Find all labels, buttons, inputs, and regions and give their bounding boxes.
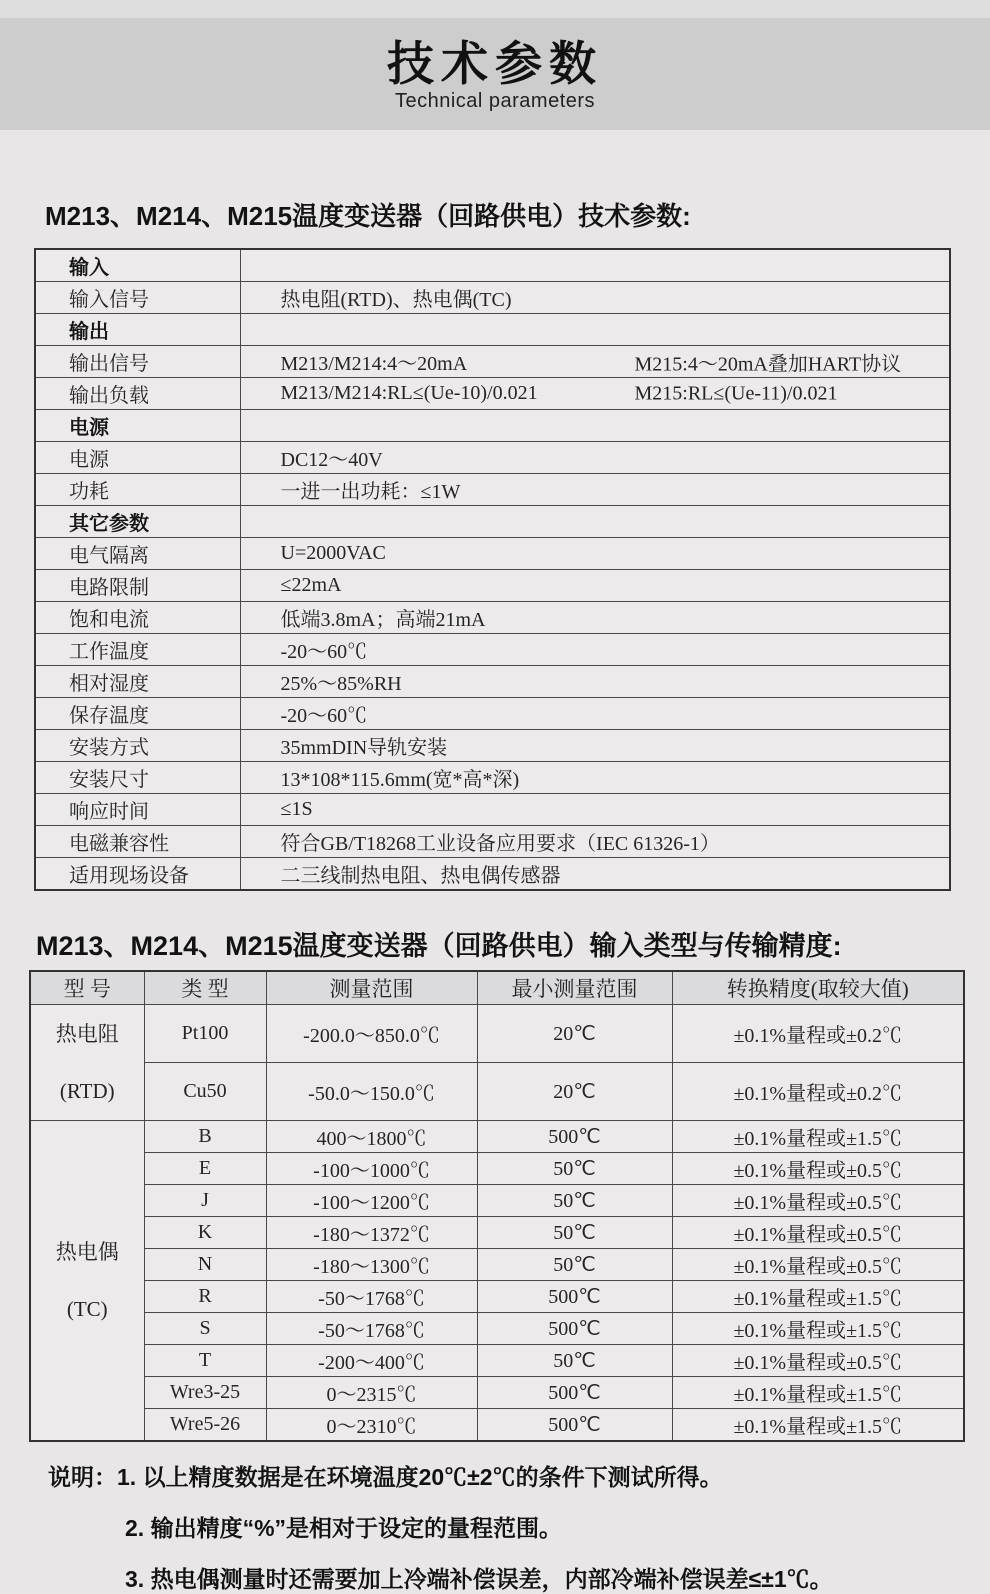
range-table-header-cell: 转换精度(取较大值) (672, 971, 964, 1005)
sensor-group-name: 热电偶 (55, 1240, 119, 1265)
min-range-cell: 500℃ (477, 1409, 672, 1442)
spec-row-value (240, 474, 950, 506)
note-line-1: 说明：1. 以上精度数据是在环境温度20℃±2℃的条件下测试所得。 (48, 1464, 723, 1491)
sensor-type-cell: K (144, 1217, 266, 1249)
spec-row (35, 794, 950, 826)
spec-row-label: 其它参数 (35, 506, 240, 538)
sensor-type-cell: T (144, 1345, 266, 1377)
sensor-type-cell: B (144, 1121, 266, 1153)
page-subtitle: Technical parameters (394, 90, 596, 113)
accuracy-cell: ±0.1%量程或±0.5℃ (672, 1153, 964, 1185)
measure-range-cell: 0～2315℃ (266, 1377, 477, 1409)
spec-row-value (240, 538, 950, 570)
sensor-type-cell: E (144, 1153, 266, 1185)
accuracy-cell: ±0.1%量程或±0.5℃ (672, 1249, 964, 1281)
measure-range-cell: -100～1200℃ (266, 1185, 477, 1217)
spec-value-part-1: U=2000VAC (280, 542, 386, 564)
spec-value-part-1: 低端3.8mA；高端21mA (280, 609, 486, 631)
spec-row (35, 858, 950, 891)
spec-table (34, 248, 951, 891)
spec-row-value (240, 282, 950, 314)
spec-row-value (240, 249, 950, 282)
spec-row (35, 538, 950, 570)
spec-row-value (240, 442, 950, 474)
measure-range-cell: -50～1768℃ (266, 1281, 477, 1313)
accuracy-cell: ±0.1%量程或±0.5℃ (672, 1345, 964, 1377)
accuracy-cell: ±0.1%量程或±1.5℃ (672, 1121, 964, 1153)
accuracy-cell: ±0.1%量程或±0.2℃ (672, 1063, 964, 1121)
spec-value-part-1: 符合GB/T18268工业设备应用要求（IEC 61326-1） (280, 833, 720, 855)
sensor-type-cell: R (144, 1281, 266, 1313)
min-range-cell: 20℃ (477, 1005, 672, 1063)
measure-range-cell: -50～1768℃ (266, 1313, 477, 1345)
spec-row-label: 工作温度 (35, 634, 240, 666)
range-table-row (30, 1121, 964, 1153)
top-strip (0, 0, 990, 18)
spec-row-label: 适用现场设备 (35, 858, 240, 891)
range-table-header-cell: 测量范围 (266, 971, 477, 1005)
range-table-body (30, 1005, 964, 1442)
spec-value-part-1: -20～60℃ (280, 705, 368, 727)
accuracy-cell: ±0.1%量程或±1.5℃ (672, 1377, 964, 1409)
spec-row (35, 570, 950, 602)
spec-value-part-1: ≤22mA (280, 574, 342, 596)
spec-value-part-1: 热电阻(RTD)、热电偶(TC) (280, 289, 512, 311)
measure-range-cell: -200.0～850.0℃ (266, 1005, 477, 1063)
range-table-row (30, 1153, 964, 1185)
measure-range-cell: -180～1300℃ (266, 1249, 477, 1281)
spec-value-part-1: M213/M214:4～20mA (280, 353, 468, 375)
accuracy-cell: ±0.1%量程或±1.5℃ (672, 1313, 964, 1345)
spec-row (35, 378, 950, 410)
spec-row (35, 474, 950, 506)
spec-row-label: 饱和电流 (35, 602, 240, 634)
measure-range-cell: -50.0～150.0℃ (266, 1063, 477, 1121)
spec-row (35, 346, 950, 378)
page-title: 技术参数 (387, 36, 603, 90)
spec-row-label: 电源 (35, 442, 240, 474)
accuracy-cell: ±0.1%量程或±0.5℃ (672, 1217, 964, 1249)
range-table-row (30, 1377, 964, 1409)
range-table-row (30, 1281, 964, 1313)
spec-row-label: 相对湿度 (35, 666, 240, 698)
spec-row-label: 保存温度 (35, 698, 240, 730)
min-range-cell: 500℃ (477, 1281, 672, 1313)
sensor-type-cell: J (144, 1185, 266, 1217)
spec-row-value (240, 506, 950, 538)
range-table-row (30, 1345, 964, 1377)
range-table-row (30, 1249, 964, 1281)
spec-row-label: 输出信号 (35, 346, 240, 378)
measure-range-cell: 400～1800℃ (266, 1121, 477, 1153)
spec-section-row (35, 410, 950, 442)
spec-value-part-1: -20～60℃ (280, 641, 368, 663)
spec-row-label: 安装尺寸 (35, 762, 240, 794)
spec-value-part-1: 35mmDIN导轨安装 (280, 737, 448, 759)
spec-row-value (240, 410, 950, 442)
sensor-type-cell: Wre5-26 (144, 1409, 266, 1442)
range-table-row (30, 1217, 964, 1249)
spec-row-value (240, 698, 950, 730)
spec-row-value (240, 634, 950, 666)
sensor-group-cell (30, 1005, 144, 1121)
spec-value-part-1: 一进一出功耗：≤1W (280, 481, 461, 503)
spec-value-part-1: ≤1S (280, 798, 313, 820)
range-table-row (30, 1005, 964, 1063)
spec-row (35, 602, 950, 634)
range-table-header-cell: 类 型 (144, 971, 266, 1005)
range-table-header-cell: 最小测量范围 (477, 971, 672, 1005)
min-range-cell: 20℃ (477, 1063, 672, 1121)
measure-range-cell: -200～400℃ (266, 1345, 477, 1377)
sensor-type-cell: Cu50 (144, 1063, 266, 1121)
spec-row (35, 666, 950, 698)
sensor-group-code: (TC) (66, 1296, 108, 1321)
range-table-row (30, 1409, 964, 1442)
sensor-type-cell: N (144, 1249, 266, 1281)
spec-row-value (240, 570, 950, 602)
accuracy-cell: ±0.1%量程或±0.2℃ (672, 1005, 964, 1063)
spec-row-label: 输出 (35, 314, 240, 346)
spec-row-label: 功耗 (35, 474, 240, 506)
spec-row-label: 电磁兼容性 (35, 826, 240, 858)
spec-row-label: 安装方式 (35, 730, 240, 762)
spec-row-value (240, 762, 950, 794)
spec-value-part-2: M215:4～20mA叠加HART协议 (634, 353, 902, 375)
spec-row-value (240, 730, 950, 762)
spec-row-value (240, 602, 950, 634)
sensor-group-cell (30, 1121, 144, 1442)
spec-value-part-1: 二三线制热电阻、热电偶传感器 (280, 865, 561, 887)
sensor-type-cell: Wre3-25 (144, 1377, 266, 1409)
min-range-cell: 50℃ (477, 1345, 672, 1377)
spec-row-label: 电路限制 (35, 570, 240, 602)
range-table-row (30, 1185, 964, 1217)
spec-row (35, 826, 950, 858)
spec-row-label: 输入 (35, 249, 240, 282)
min-range-cell: 50℃ (477, 1185, 672, 1217)
spec-row-value (240, 858, 950, 891)
spec-value-part-2: M215:RL≤(Ue-11)/0.021 (634, 382, 838, 404)
sensor-group-name: 热电阻 (55, 1022, 119, 1046)
spec-row-label: 输出负载 (35, 378, 240, 410)
sensor-group-code: (RTD) (59, 1078, 115, 1103)
spec-row (35, 730, 950, 762)
accuracy-cell: ±0.1%量程或±1.5℃ (672, 1281, 964, 1313)
spec-row-value (240, 314, 950, 346)
min-range-cell: 500℃ (477, 1377, 672, 1409)
spec-row-label: 输入信号 (35, 282, 240, 314)
spec-section-row (35, 506, 950, 538)
spec-row (35, 698, 950, 730)
spec-row (35, 442, 950, 474)
min-range-cell: 50℃ (477, 1249, 672, 1281)
min-range-cell: 50℃ (477, 1217, 672, 1249)
spec-section-row (35, 249, 950, 282)
title-banner (0, 18, 990, 130)
spec-value-part-1: DC12～40V (280, 449, 383, 471)
sensor-type-cell: S (144, 1313, 266, 1345)
spec-row (35, 762, 950, 794)
spec-row (35, 282, 950, 314)
range-table-header-row (30, 971, 964, 1005)
notes (48, 1459, 990, 1594)
accuracy-cell: ±0.1%量程或±1.5℃ (672, 1409, 964, 1442)
spec-section-row (35, 314, 950, 346)
min-range-cell: 500℃ (477, 1121, 672, 1153)
note-line-3: 3. 热电偶测量时还需要加上冷端补偿误差，内部冷端补偿误差≤±1℃。 (125, 1566, 833, 1593)
spec-row-value (240, 794, 950, 826)
range-table-row (30, 1063, 964, 1121)
min-range-cell: 500℃ (477, 1313, 672, 1345)
spec-row-value (240, 826, 950, 858)
measure-range-cell: -180～1372℃ (266, 1217, 477, 1249)
spec-row-label: 电气隔离 (35, 538, 240, 570)
spec-row-label: 电源 (35, 410, 240, 442)
spec-row-value (240, 666, 950, 698)
sensor-type-cell: Pt100 (144, 1005, 266, 1063)
range-table (29, 970, 965, 1442)
measure-range-cell: -100～1000℃ (266, 1153, 477, 1185)
section1-heading: M213、M214、M215温度变送器（回路供电）技术参数: (45, 201, 691, 231)
spec-table-body (35, 249, 950, 890)
min-range-cell: 50℃ (477, 1153, 672, 1185)
section2-heading: M213、M214、M215温度变送器（回路供电）输入类型与传输精度: (36, 931, 842, 961)
accuracy-cell: ±0.1%量程或±0.5℃ (672, 1185, 964, 1217)
spec-value-part-1: M213/M214:RL≤(Ue-10)/0.021 (280, 382, 538, 404)
spec-row-value (240, 346, 950, 378)
range-table-header-cell: 型 号 (30, 971, 144, 1005)
spec-value-part-1: 13*108*115.6mm(宽*高*深) (280, 769, 520, 791)
spec-row-value (240, 378, 950, 410)
spec-value-part-1: 25%～85%RH (280, 673, 402, 695)
measure-range-cell: 0～2310℃ (266, 1409, 477, 1442)
spec-row (35, 634, 950, 666)
spec-row-label: 响应时间 (35, 794, 240, 826)
range-table-row (30, 1313, 964, 1345)
note-line-2: 2. 输出精度“%”是相对于设定的量程范围。 (125, 1515, 563, 1542)
